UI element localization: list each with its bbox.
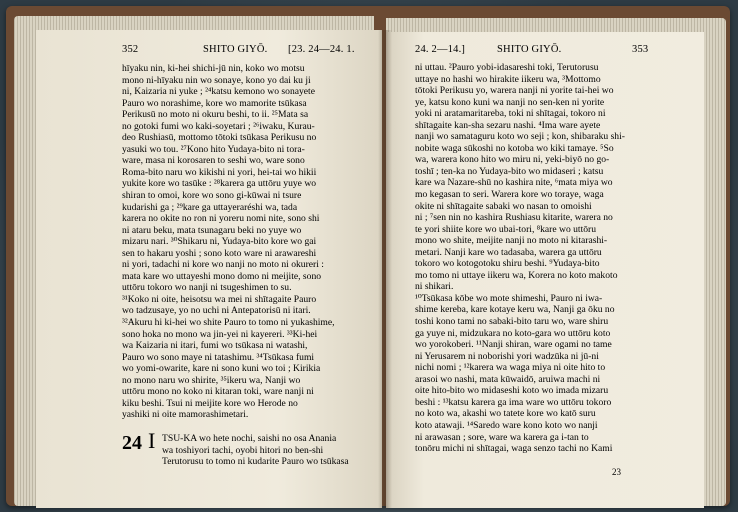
text-line: sen to hakaru yoshi ; sono koto ware ni arawareshi	[122, 247, 317, 259]
text-line: shime kereba, kare kotaye keru wa, Nanji ga ōku no	[415, 304, 615, 316]
text-line: yashiki ni oite mamorashimetari.	[122, 409, 249, 421]
chapter-dropcap: I	[148, 428, 156, 453]
text-line: oite hito-bito wo midaseshi koto wo imada mizaru	[415, 385, 609, 397]
text-line: shītagaite kan-sha sezaru nashi. ⁴Ima ware ayete	[415, 119, 601, 131]
text-line: Pauro wo norashime, kore wo mamorite tsūkasa	[122, 97, 307, 109]
text-line: nichi nomi ; ¹²karera wa waga miya ni oite hito to	[415, 362, 606, 374]
text-line: mizaru nari. ³⁰Shikaru ni, Yudaya-bito kore wo gai	[122, 236, 317, 248]
text-line: kiku beshi. Tsui ni meijite kore wo Herode no	[122, 397, 298, 409]
text-line: tonōru michi ni shītagai, waga senzo tachi no Kami	[415, 443, 613, 455]
text-line: tōtoki Perikusu yo, warera nanji ni yorite tai-hei wo	[415, 85, 614, 97]
signature-mark: 23	[612, 467, 621, 477]
text-line: mono wo shite, meijite nanji no moto ni kitarashi-	[415, 235, 608, 247]
text-line: toshī ; ten-ka no Yudaya-bito wo midaseri ; katsu	[415, 165, 604, 177]
text-line: uttaye no hashi wo hirakite iikeru wa, ³Mottomo	[415, 73, 601, 85]
chapter-opening-text	[162, 433, 358, 468]
text-line: ³¹Koko ni oite, heisotsu wa mei ni shītagaite Pauro	[122, 293, 317, 305]
text-line: ni arawasan ; sore, ware wa karera ga i-tan to	[415, 431, 589, 443]
right-page-text	[415, 62, 651, 455]
text-line: wo yomi-owarite, kare ni sono kuni wo toi ; Kirikia	[122, 363, 321, 375]
chapter-number: 24	[122, 432, 142, 454]
text-line: uttōru tokoro wo nanji ni tsugeshimen to su.	[122, 282, 292, 294]
right-chapter-range: 24. 2—14.]	[415, 44, 466, 55]
text-line: shiran to omoi, kore wo sono gi-kūwai ni tsure	[122, 190, 302, 202]
text-line: arasoi wo nashi, mata kūwaidō, aruiwa machi ni	[415, 373, 601, 385]
right-running-title: SHITO GIYŌ.	[497, 44, 562, 55]
text-line: wa toshiyori tachi, oyobi hitori no ben-shi	[162, 444, 324, 456]
text-line: ni ataru beku, mata tsunagaru beki no yuye wo	[122, 224, 302, 236]
text-line: deo Rushiasū, mottomo tōtoki tsūkasa Perikusu no	[122, 132, 317, 144]
text-line: ni shikari.	[415, 281, 454, 293]
text-line: beshi : ¹³katsu karera ga ima ware wo uttōru tokoro	[415, 396, 612, 408]
text-line: ga yuye ni, midzukara no koto-gara wo uttōru koto	[415, 327, 611, 339]
text-line: ni ; ⁷sen nin no kashira Rushiasu kitarite, warera no	[415, 212, 613, 224]
text-line: ni, Kaizaria ni yuke ; ²⁴katsu kemono wo sonayete	[122, 86, 315, 98]
text-line: mo tomo ni uttaye iikeru wa, Korera no koto makoto	[415, 269, 618, 281]
text-line: Roma-bito naru wo kikishi ni yori, hei-tai wo hikii	[122, 166, 317, 178]
text-line: Perikusū no moto ni okuru beshi, to ii. ²⁵Mata sa	[122, 109, 309, 121]
text-line: ni yori, tadachi ni kore wo nanji no moto ni okureri :	[122, 259, 324, 271]
text-line: koto atawaji. ¹⁴Saredo ware kono koto wo nanji	[415, 419, 598, 431]
left-page-text	[122, 63, 358, 421]
text-line: te yori shiite kore wo ubai-tori, ⁸kare wo uttōru	[415, 223, 597, 235]
text-line: wa, warera kono hito wo miru ni, yeki-biyō no go-	[415, 154, 610, 166]
text-line: wo yorokoberi. ¹¹Nanji shiran, ware ogami no tame	[415, 339, 612, 351]
text-line: ¹⁰Tsūkasa kōbe wo mote shimeshi, Pauro ni iwa-	[415, 292, 603, 304]
text-line: nanji wo samataguru koto wo seji ; kon, shibaraku shi-	[415, 131, 625, 143]
text-line: okite ni shītagaite sabaki wo nasan to omoishi	[415, 200, 592, 212]
text-line: tokoro wo kotogotoku shiru beshi. ⁹Yudaya-bito	[415, 258, 600, 270]
text-line: wo tadzusaye, yo no uchi ni Antepatorisū ni itari.	[122, 305, 311, 317]
text-line: karera no okite no ron ni yoreru nomi nite, sono shi	[122, 213, 320, 225]
right-page-number: 353	[632, 44, 649, 55]
text-line: kudarishi ga ; ²⁹kare ga uttayeraréshi wa, tada	[122, 201, 298, 213]
text-line: mo kegasan to seri. Warera kore wo toraye, waga	[415, 189, 604, 201]
text-line: hīyaku nin, ki-hei shichi-jū nin, koko wo motsu	[122, 63, 305, 74]
text-line: yoki ni aratamaritareba, toki ni shītagai, tokoro ni	[415, 108, 606, 120]
text-line: ye, katsu kono kuni wa nanji no sen-ken ni yorite	[415, 96, 605, 108]
text-line: metari. Nanji kare wo tadasaba, warera ga uttōru	[415, 246, 602, 258]
text-line: ³²Akuru hi ki-hei wo shite Pauro to tomo ni yukashime,	[122, 317, 335, 329]
text-line: no gotoki fumi wo kaki-soyetari ; ²⁶iwaku, Kurau-	[122, 120, 315, 132]
text-line: toshi kono tami no sabaki-bito taru wo, ware shiru	[415, 316, 609, 328]
text-line: mata kare wo uttayeshi mono domo ni meijite, sono	[122, 270, 322, 282]
text-line: TSU-KA wo hete nochi, saishi no osa Anania	[162, 433, 337, 444]
text-line: kare wa Nazare-shū no kashira nite, ⁶mata miya wo	[415, 177, 613, 189]
text-line: wa Kaizaria ni itari, fumi wo tsūkasa ni watashi,	[122, 340, 308, 352]
text-line: yukite kore wo tasūke : ²⁸karera ga uttōru yuye wo	[122, 178, 317, 190]
text-line: no mono naru wo shirite, ³⁵ikeru wa, Nanji wo	[122, 374, 301, 386]
text-line: ni uttau. ²Pauro yobi-idasareshi toki, Terutorusu	[415, 62, 599, 73]
text-line: uttōru mono no koko ni kitaran toki, ware nanji ni	[122, 386, 314, 398]
text-line: Pauro wo sono maye ni tatashimu. ³⁴Tsūkasa fumi	[122, 351, 315, 363]
book-gutter	[378, 30, 392, 508]
left-page-number: 352	[122, 44, 139, 55]
left-running-title: SHITO GIYŌ.	[203, 44, 268, 55]
text-line: sono hoka no mono wa jin-yei ni kayereri. ³³Ki-hei	[122, 328, 318, 340]
text-line: nobite waga sūkoshi no kotoba wo kiki tamaye. ⁵So	[415, 142, 614, 154]
text-line: no koto wa, akashi wo tatete kore wo katō suru	[415, 408, 596, 420]
text-line: Terutorusu to tomo ni kudarite Pauro wo tsūkasa	[162, 456, 349, 468]
text-line: ni Yerusarem ni noborishi yori wadzūka ni jū-ni	[415, 350, 599, 362]
left-chapter-range: [23. 24—24. 1.	[288, 44, 355, 55]
text-line: ware, masa ni korosaren to seshi wo, ware sono	[122, 155, 305, 167]
text-line: yasuki wo tou. ²⁷Kono hito Yudaya-bito ni tora-	[122, 143, 305, 155]
text-line: mono ni-hīyaku nin wo sonaye, kono yo dai ku ji	[122, 74, 311, 86]
